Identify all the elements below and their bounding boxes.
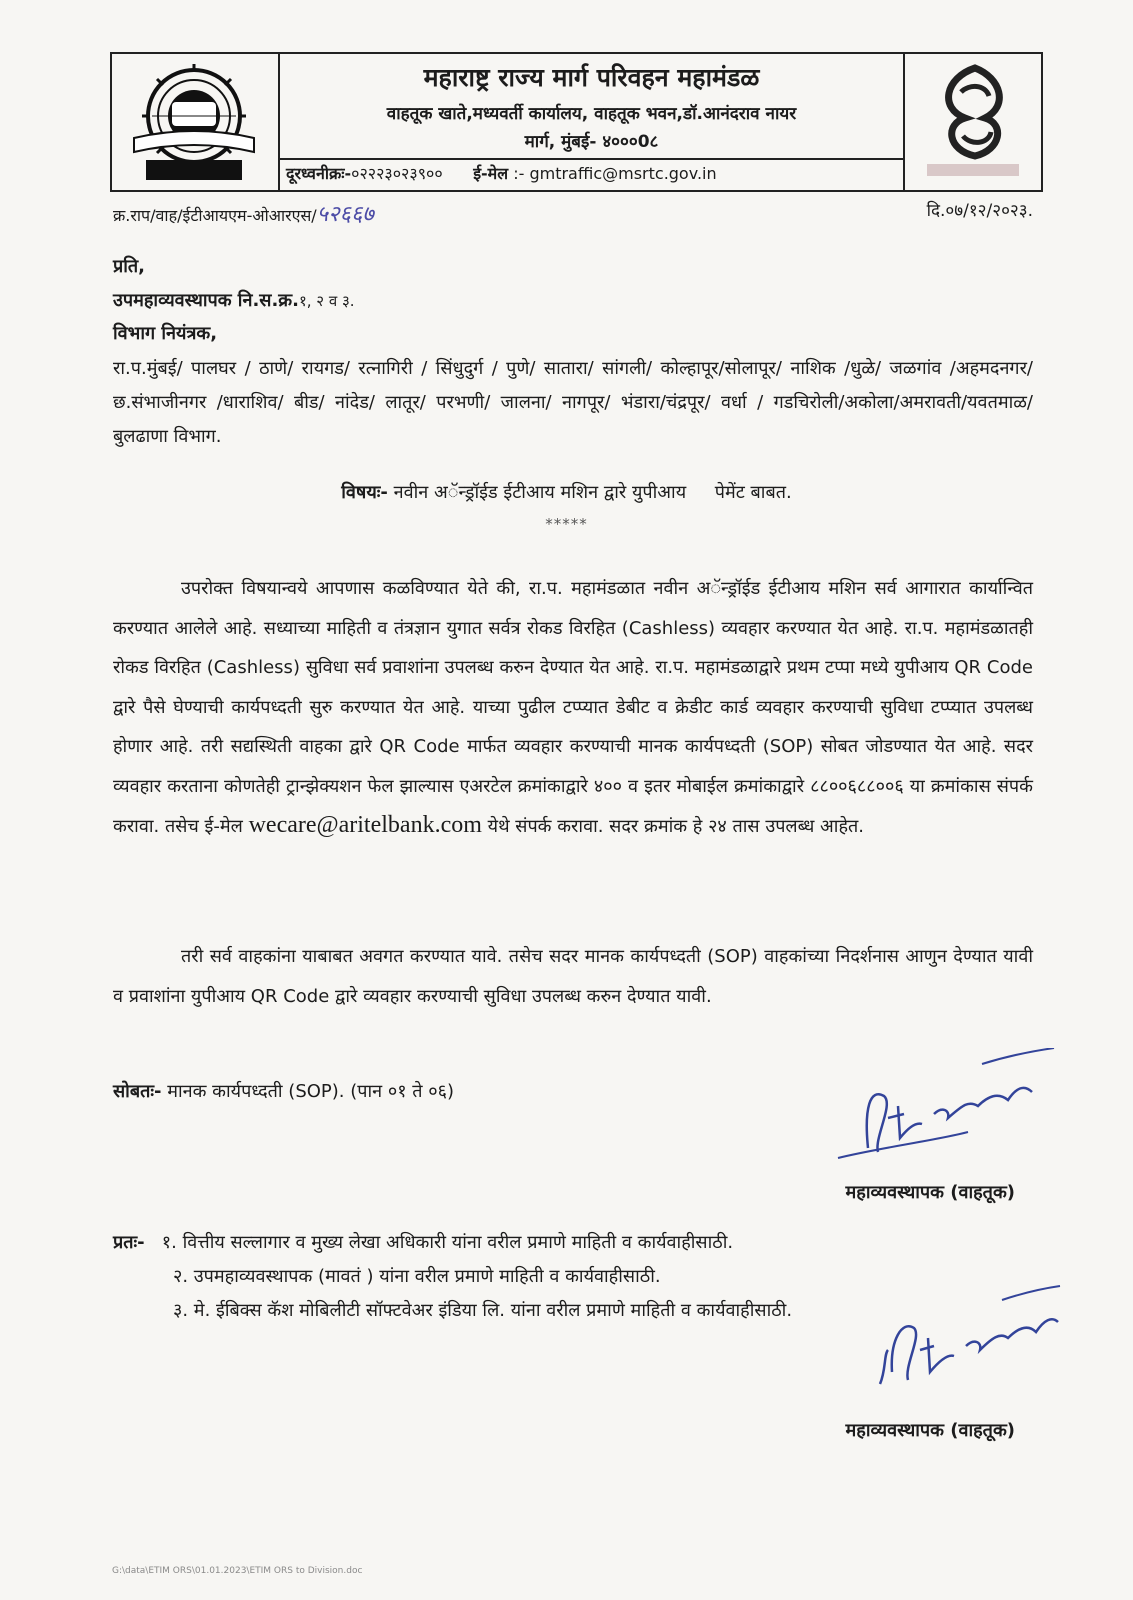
addressee-line-1 xyxy=(113,288,1033,312)
enclosure-text: मानक कार्यपध्दती (SOP). (पान ०१ ते ०६) xyxy=(167,1081,455,1102)
reference-handwritten-number: ५२६६७ xyxy=(316,202,374,227)
subject-text: नवीन अॅन्ड्रॉईड ईटीआय मशिन द्वारे युपीआय xyxy=(393,482,687,503)
addressee-dgm: उपमहाव्यवस्थापक नि.स.क्र. xyxy=(113,290,299,311)
address-line-2: मार्ग, मुंबई- ४०००0८ xyxy=(524,132,659,152)
msrtc-logo xyxy=(112,54,280,190)
para2-text: तरी सर्व वाहकांना याबाबत अवगत करण्यात यावे. तसेच सदर मानक कार्यपध्दती (SOP) वाहकांच्या निदर्शनास आणुन देण्यात यावी व प्रवाशांना युपीआय QR Code द्वारे व्यवहार करण्याची सुविधा उपलब्ध करुन देण्यात यावी. xyxy=(113,946,1033,1007)
letterhead-text xyxy=(280,54,903,190)
email-label: ई-मेल xyxy=(473,164,509,183)
email-value: :- gmtraffic@msrtc.gov.in xyxy=(513,164,717,183)
subject-separator: ***** xyxy=(545,515,588,533)
subject-label: विषयः- xyxy=(341,482,388,503)
copy-item-3: ३. मे. ईबिक्स कॅश मोबिलीटी सॉफ्टवेअर इंडिया लि. यांना वरील प्रमाणे माहिती व कार्यवाहीसाठी. xyxy=(173,1300,793,1321)
address-line-1: वाहतूक खाते,मध्यवर्ती कार्यालय, वाहतूक भवन,डॉ.आनंदराव नायर xyxy=(386,104,797,124)
para1-end: येथे संपर्क करावा. सदर क्रमांक हे २४ तास उपलब्ध आहेत. xyxy=(487,816,864,837)
division-list: रा.प.मुंबई/ पालघर / ठाणे/ रायगड/ रत्नागिरी / सिंधुदुर्ग / पुणे/ सातारा/ सांगली/ कोल्हापूर/सोलापूर/ नाशिक /धुळे/ जळगांव /अहमदनगर/छ.संभाजीनगर /धाराशिव/ बीड/ नांदेड/ लातूर/ परभणी/ जालना/ नागपूर/ भंडारा/चंद्रपूर/ वर्धा / गडचिरोली/अकोला/अमरावती/यवतमाळ/ बुलढाणा विभाग. xyxy=(113,358,1033,447)
signatory-title-1: महाव्यवस्थापक (वाहतूक) xyxy=(845,1182,1015,1203)
body-paragraph-1 xyxy=(113,569,1033,847)
org-title: महाराष्ट्र राज्य मार्ग परिवहन महामंडळ xyxy=(423,63,760,92)
letterhead xyxy=(110,52,1043,192)
flame-logo-icon xyxy=(905,54,1039,186)
copy-item-2: २. उपमहाव्यवस्थापक (मावतं ) यांना वरील प्रमाणे माहिती व कार्यवाहीसाठी. xyxy=(173,1266,661,1287)
copies-list xyxy=(113,1226,792,1328)
st-emblem-icon xyxy=(112,54,276,186)
subject-line xyxy=(0,480,1133,504)
addressee-dgm-numbers: १, २ व ३. xyxy=(298,292,355,310)
reference-prefix: क्र.राप/वाह/ईटीआयएम-ओआरएस/ xyxy=(113,206,317,225)
subject-tail: पेमेंट बाबत. xyxy=(714,482,792,503)
addressee-line-2: विभाग नियंत्रक, xyxy=(113,323,218,344)
para1-main: उपरोक्त विषयान्वये आपणास कळविण्यात येते की, रा.प. महामंडळात नवीन अॅन्ड्रॉईड ईटीआय मशिन सर्व आगारात कार्यान्वित करण्यात आलेले आहे. सध्याच्या माहिती व तंत्रज्ञान युगात सर्वत्र रोकड विरहित (Cashless) व्यवहार करण्यात येत आहे. रा.प. महामंडळातही रोकड विरहित (Cashless) सुविधा सर्व प्रवाशांना उपलब्ध करुन देण्यात येत आहे. रा.प. महामंडळाद्वारे प्रथम टप्पा मध्ये युपीआय QR Code द्वारे पैसे घेण्याची कार्यपध्दती सुरु करण्यात येत आहे. याच्या पुढील टप्प्यात डेबीट व क्रेडीट कार्ड व्यवहार करण्याची सुविधा टप्प्यात उपलब्ध होणार आहे. तरी सद्यस्थिती वाहका द्वारे QR Code मार्फत व्यवहार करण्याची मानक कार्यपध्दती (SOP) सोबत जोडण्यात येत आहे. सदर व्यवहार करताना कोणतेही ट्रान्झेक्यशन फेल झाल्यास एअरटेल क्रमांकाद्वारे ४०० व इतर मोबाईल क्रमांकाद्वारे ८८००६८८००६ या क्रमांकास संपर्क करावा. तसेच ई-मेल xyxy=(113,578,1033,837)
footer-file-path: G:\data\ETIM ORS\01.01.2023\ETIM ORS to Division.doc xyxy=(112,1566,363,1576)
copy-item-1-text: १. वित्तीय सल्लागार व मुख्य लेखा अधिकारी यांना वरील प्रमाणे माहिती व कार्यवाहीसाठी. xyxy=(161,1232,734,1253)
signature-2 xyxy=(862,1280,1062,1400)
org-address xyxy=(280,100,903,156)
addressee-to xyxy=(113,254,1033,278)
phone-value: ०२२२३०२३९०० xyxy=(351,164,443,183)
enclosure-label: सोबतः- xyxy=(113,1081,162,1102)
body-paragraph-2 xyxy=(113,937,1033,1016)
signatory-title-2: महाव्यवस्थापक (वाहतूक) xyxy=(845,1420,1015,1441)
copy-item-1 xyxy=(113,1226,792,1260)
contact-row xyxy=(280,158,903,190)
para1-email: wecare@aritelbank.com xyxy=(248,812,482,838)
copies-label: प्रतः- xyxy=(113,1232,145,1253)
to-label: प्रति, xyxy=(113,256,146,277)
phone-label: दूरध्वनीक्रः- xyxy=(286,164,352,183)
signature-1 xyxy=(818,1048,1058,1178)
reference-number xyxy=(113,198,374,228)
letter-date: दि.०७/१२/२०२३. xyxy=(926,201,1033,221)
anniversary-logo xyxy=(903,54,1041,190)
